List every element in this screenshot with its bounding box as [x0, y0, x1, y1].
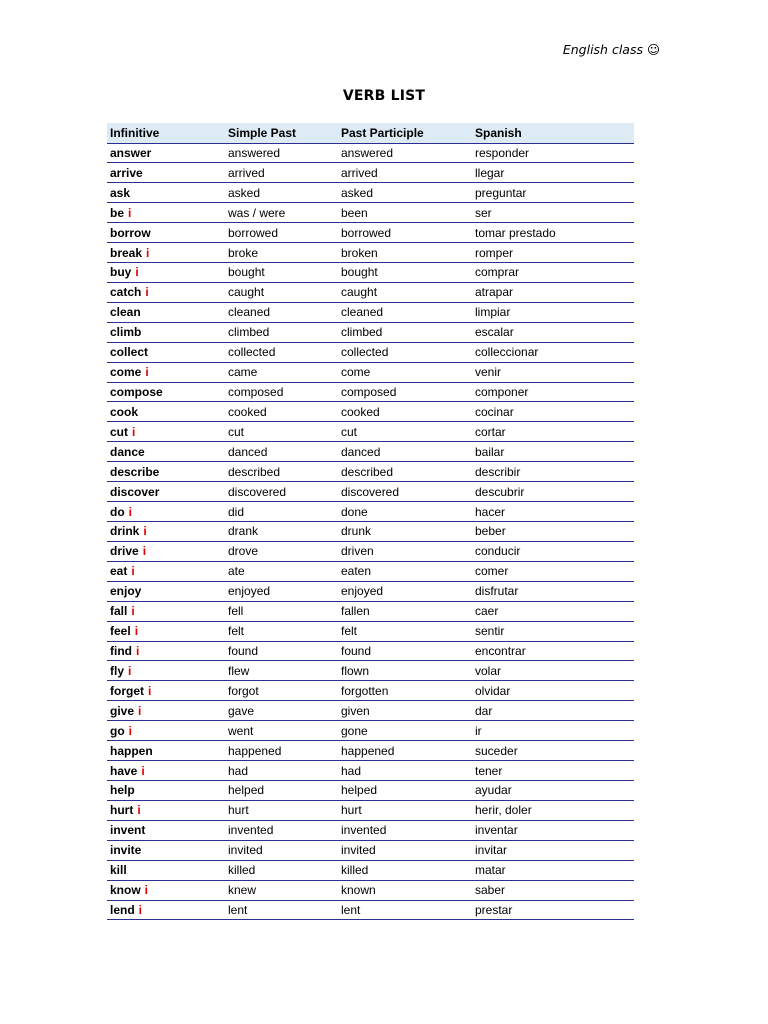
spanish-cell: encontrar: [472, 641, 634, 661]
simple-past-cell: climbed: [225, 322, 338, 342]
past-participle-cell: broken: [338, 243, 472, 263]
spanish-cell: ayudar: [472, 781, 634, 801]
table-row: [107, 800, 634, 820]
infinitive-cell: [107, 143, 225, 163]
spanish-cell: describir: [472, 462, 634, 482]
simple-past-cell: cleaned: [225, 302, 338, 322]
past-participle-cell: described: [338, 462, 472, 482]
infinitive-cell: [107, 442, 225, 462]
table-row: [107, 422, 634, 442]
simple-past-cell: caught: [225, 282, 338, 302]
simple-past-cell: happened: [225, 741, 338, 761]
simple-past-cell: broke: [225, 243, 338, 263]
infinitive-cell: [107, 502, 225, 522]
table-row: [107, 581, 634, 601]
table-row: [107, 282, 634, 302]
past-participle-cell: hurt: [338, 800, 472, 820]
irregular-mark: i: [146, 245, 150, 260]
past-participle-cell: answered: [338, 143, 472, 163]
infinitive-text: drive: [110, 544, 139, 559]
past-participle-cell: come: [338, 362, 472, 382]
table-row: [107, 482, 634, 502]
past-participle-cell: killed: [338, 860, 472, 880]
spanish-cell: preguntar: [472, 183, 634, 203]
table-row: [107, 342, 634, 362]
infinitive-cell: [107, 183, 225, 203]
infinitive-text: cook: [110, 404, 139, 419]
table-row: [107, 362, 634, 382]
simple-past-cell: collected: [225, 342, 338, 362]
infinitive-cell: [107, 860, 225, 880]
simple-past-cell: answered: [225, 143, 338, 163]
table-row: [107, 263, 634, 283]
irregular-mark: i: [138, 902, 143, 917]
infinitive-cell: [107, 721, 225, 741]
table-row: [107, 243, 634, 263]
past-participle-cell: danced: [338, 442, 472, 462]
simple-past-cell: enjoyed: [225, 581, 338, 601]
past-participle-cell: bought: [338, 263, 472, 283]
table-row: [107, 741, 634, 761]
past-participle-cell: flown: [338, 661, 472, 681]
infinitive-cell: [107, 362, 225, 382]
infinitive-cell: [107, 462, 225, 482]
simple-past-cell: was / were: [225, 203, 338, 223]
table-row: [107, 302, 634, 322]
simple-past-cell: killed: [225, 860, 338, 880]
table-row: [107, 561, 634, 581]
simple-past-cell: invented: [225, 820, 338, 840]
table-row: [107, 522, 634, 542]
past-participle-cell: fallen: [338, 601, 472, 621]
past-participle-cell: known: [338, 880, 472, 900]
table-row: [107, 601, 634, 621]
infinitive-text: catch: [110, 285, 142, 300]
spanish-cell: bailar: [472, 442, 634, 462]
infinitive-cell: [107, 342, 225, 362]
column-header-simple-past: Simple Past: [225, 123, 338, 143]
past-participle-cell: cleaned: [338, 302, 472, 322]
past-participle-cell: cooked: [338, 402, 472, 422]
spanish-cell: cortar: [472, 422, 634, 442]
simple-past-cell: went: [225, 721, 338, 741]
spanish-cell: suceder: [472, 741, 634, 761]
spanish-cell: conducir: [472, 541, 634, 561]
infinitive-cell: [107, 621, 225, 641]
past-participle-cell: invented: [338, 820, 472, 840]
past-participle-cell: climbed: [338, 322, 472, 342]
spanish-cell: comer: [472, 561, 634, 581]
infinitive-text: discover: [110, 484, 160, 499]
spanish-cell: descubrir: [472, 482, 634, 502]
infinitive-cell: [107, 701, 225, 721]
infinitive-text: help: [110, 783, 135, 798]
infinitive-text: hurt: [110, 803, 134, 818]
spanish-cell: beber: [472, 522, 634, 542]
spanish-cell: saber: [472, 880, 634, 900]
table-row: [107, 781, 634, 801]
past-participle-cell: helped: [338, 781, 472, 801]
header-note: English class ☺: [562, 42, 660, 57]
irregular-mark: i: [136, 644, 140, 658]
infinitive-cell: [107, 482, 225, 502]
past-participle-cell: given: [338, 701, 472, 721]
past-participle-cell: borrowed: [338, 223, 472, 243]
infinitive-cell: [107, 561, 225, 581]
simple-past-cell: composed: [225, 382, 338, 402]
past-participle-cell: lent: [338, 900, 472, 920]
infinitive-cell: [107, 661, 225, 681]
infinitive-text: invent: [110, 823, 146, 838]
past-participle-cell: been: [338, 203, 472, 223]
infinitive-text: be: [110, 205, 125, 220]
infinitive-cell: [107, 243, 225, 263]
spanish-cell: colleccionar: [472, 342, 634, 362]
spanish-cell: invitar: [472, 840, 634, 860]
simple-past-cell: drank: [225, 522, 338, 542]
infinitive-cell: [107, 522, 225, 542]
simple-past-cell: knew: [225, 880, 338, 900]
past-participle-cell: enjoyed: [338, 581, 472, 601]
infinitive-cell: [107, 781, 225, 801]
page-title: VERB LIST: [342, 88, 426, 104]
infinitive-text: know: [110, 883, 141, 898]
past-participle-cell: gone: [338, 721, 472, 741]
infinitive-cell: [107, 163, 225, 183]
past-participle-cell: cut: [338, 422, 472, 442]
simple-past-cell: lent: [225, 900, 338, 920]
spanish-cell: dar: [472, 701, 634, 721]
infinitive-cell: [107, 382, 225, 402]
simple-past-cell: felt: [225, 621, 338, 641]
irregular-mark: i: [135, 265, 139, 280]
infinitive-text: clean: [110, 305, 141, 320]
infinitive-cell: [107, 541, 225, 561]
table-row: [107, 880, 634, 900]
irregular-mark: i: [145, 365, 149, 380]
table-row: [107, 641, 634, 661]
table-row: [107, 541, 634, 561]
infinitive-text: enjoy: [110, 584, 142, 599]
spanish-cell: volar: [472, 661, 634, 681]
simple-past-cell: found: [225, 641, 338, 661]
infinitive-cell: [107, 282, 225, 302]
verb-table: [107, 123, 634, 920]
simple-past-cell: came: [225, 362, 338, 382]
irregular-mark: i: [141, 763, 145, 778]
infinitive-cell: [107, 263, 225, 283]
simple-past-cell: invited: [225, 840, 338, 860]
infinitive-text: give: [110, 703, 135, 718]
table-row: [107, 840, 634, 860]
past-participle-cell: invited: [338, 840, 472, 860]
infinitive-text: go: [110, 723, 125, 738]
spanish-cell: escalar: [472, 322, 634, 342]
table-row: [107, 661, 634, 681]
past-participle-cell: felt: [338, 621, 472, 641]
irregular-mark: i: [134, 624, 139, 639]
table-row: [107, 900, 634, 920]
infinitive-text: fall: [110, 604, 128, 619]
table-row: [107, 761, 634, 781]
infinitive-text: lend: [110, 902, 135, 917]
table-row: [107, 462, 634, 482]
simple-past-cell: cut: [225, 422, 338, 442]
past-participle-cell: drunk: [338, 522, 472, 542]
irregular-mark: i: [132, 424, 136, 439]
spanish-cell: responder: [472, 143, 634, 163]
infinitive-cell: [107, 820, 225, 840]
infinitive-text: feel: [110, 624, 131, 639]
infinitive-cell: [107, 203, 225, 223]
irregular-mark: i: [128, 723, 133, 738]
spanish-cell: llegar: [472, 163, 634, 183]
irregular-mark: i: [142, 544, 147, 559]
infinitive-text: do: [110, 504, 125, 519]
simple-past-cell: flew: [225, 661, 338, 681]
infinitive-cell: [107, 601, 225, 621]
spanish-cell: ser: [472, 203, 634, 223]
spanish-cell: tomar prestado: [472, 223, 634, 243]
infinitive-text: kill: [110, 863, 127, 878]
infinitive-text: dance: [110, 444, 145, 459]
infinitive-text: cut: [110, 424, 128, 439]
past-participle-cell: eaten: [338, 561, 472, 581]
infinitive-cell: [107, 761, 225, 781]
infinitive-text: eat: [110, 564, 128, 579]
table-row: [107, 143, 634, 163]
infinitive-text: answer: [110, 145, 152, 160]
spanish-cell: componer: [472, 382, 634, 402]
irregular-mark: i: [148, 683, 152, 698]
table-row: [107, 163, 634, 183]
infinitive-text: have: [110, 763, 138, 778]
infinitive-text: come: [110, 365, 142, 380]
simple-past-cell: cooked: [225, 402, 338, 422]
past-participle-cell: discovered: [338, 482, 472, 502]
table-row: [107, 183, 634, 203]
spanish-cell: tener: [472, 761, 634, 781]
table-row: [107, 382, 634, 402]
simple-past-cell: borrowed: [225, 223, 338, 243]
simple-past-cell: gave: [225, 701, 338, 721]
irregular-mark: i: [128, 504, 133, 519]
table-row: [107, 442, 634, 462]
table-row: [107, 820, 634, 840]
infinitive-cell: [107, 681, 225, 701]
infinitive-cell: [107, 641, 225, 661]
past-participle-cell: found: [338, 641, 472, 661]
column-header-past-participle: Past Participle: [338, 123, 472, 143]
irregular-mark: i: [138, 703, 142, 718]
spanish-cell: caer: [472, 601, 634, 621]
simple-past-cell: asked: [225, 183, 338, 203]
spanish-cell: sentir: [472, 621, 634, 641]
simple-past-cell: discovered: [225, 482, 338, 502]
simple-past-cell: hurt: [225, 800, 338, 820]
simple-past-cell: described: [225, 462, 338, 482]
table-row: [107, 860, 634, 880]
verb-table-body: [107, 143, 634, 920]
infinitive-text: forget: [110, 683, 144, 698]
spanish-cell: romper: [472, 243, 634, 263]
past-participle-cell: caught: [338, 282, 472, 302]
simple-past-cell: drove: [225, 541, 338, 561]
spanish-cell: hacer: [472, 502, 634, 522]
past-participle-cell: happened: [338, 741, 472, 761]
past-participle-cell: asked: [338, 183, 472, 203]
infinitive-text: break: [110, 245, 143, 260]
spanish-cell: comprar: [472, 263, 634, 283]
irregular-mark: i: [131, 564, 135, 579]
past-participle-cell: had: [338, 761, 472, 781]
infinitive-text: describe: [110, 464, 160, 479]
simple-past-cell: ate: [225, 561, 338, 581]
irregular-mark: i: [128, 663, 132, 678]
infinitive-cell: [107, 322, 225, 342]
irregular-mark: i: [137, 803, 141, 818]
past-participle-cell: collected: [338, 342, 472, 362]
infinitive-text: drink: [110, 524, 140, 539]
table-row: [107, 402, 634, 422]
table-row: [107, 621, 634, 641]
irregular-mark: i: [144, 883, 149, 898]
irregular-mark: i: [128, 205, 132, 220]
irregular-mark: i: [131, 604, 135, 619]
infinitive-cell: [107, 741, 225, 761]
spanish-cell: limpiar: [472, 302, 634, 322]
infinitive-cell: [107, 800, 225, 820]
infinitive-text: buy: [110, 265, 132, 280]
table-row: [107, 203, 634, 223]
spanish-cell: cocinar: [472, 402, 634, 422]
table-row: [107, 721, 634, 741]
table-row: [107, 502, 634, 522]
infinitive-text: arrive: [110, 165, 143, 180]
irregular-mark: i: [143, 524, 147, 539]
table-row: [107, 223, 634, 243]
infinitive-cell: [107, 302, 225, 322]
infinitive-text: find: [110, 644, 132, 658]
past-participle-cell: driven: [338, 541, 472, 561]
past-participle-cell: arrived: [338, 163, 472, 183]
infinitive-cell: [107, 900, 225, 920]
past-participle-cell: done: [338, 502, 472, 522]
table-row: [107, 701, 634, 721]
column-header-spanish: Spanish: [472, 123, 634, 143]
simple-past-cell: danced: [225, 442, 338, 462]
infinitive-text: borrow: [110, 225, 151, 240]
past-participle-cell: forgotten: [338, 681, 472, 701]
spanish-cell: olvidar: [472, 681, 634, 701]
infinitive-cell: [107, 422, 225, 442]
spanish-cell: atrapar: [472, 282, 634, 302]
infinitive-cell: [107, 223, 225, 243]
simple-past-cell: had: [225, 761, 338, 781]
infinitive-cell: [107, 581, 225, 601]
spanish-cell: ir: [472, 721, 634, 741]
infinitive-text: compose: [110, 385, 163, 400]
past-participle-cell: composed: [338, 382, 472, 402]
infinitive-cell: [107, 840, 225, 860]
spanish-cell: prestar: [472, 900, 634, 920]
simple-past-cell: bought: [225, 263, 338, 283]
simple-past-cell: did: [225, 502, 338, 522]
infinitive-text: ask: [110, 185, 131, 200]
spanish-cell: venir: [472, 362, 634, 382]
spanish-cell: herir, doler: [472, 800, 634, 820]
simple-past-cell: fell: [225, 601, 338, 621]
infinitive-text: happen: [110, 743, 153, 758]
simple-past-cell: forgot: [225, 681, 338, 701]
infinitive-text: invite: [110, 843, 142, 858]
column-header-infinitive: Infinitive: [107, 123, 225, 143]
infinitive-text: fly: [110, 663, 125, 678]
table-row: [107, 681, 634, 701]
simple-past-cell: arrived: [225, 163, 338, 183]
table-header-row: [107, 123, 634, 143]
table-row: [107, 322, 634, 342]
infinitive-text: climb: [110, 325, 142, 340]
simple-past-cell: helped: [225, 781, 338, 801]
irregular-mark: i: [145, 285, 149, 300]
spanish-cell: inventar: [472, 820, 634, 840]
infinitive-cell: [107, 402, 225, 422]
infinitive-cell: [107, 880, 225, 900]
infinitive-text: collect: [110, 345, 149, 360]
spanish-cell: matar: [472, 860, 634, 880]
spanish-cell: disfrutar: [472, 581, 634, 601]
